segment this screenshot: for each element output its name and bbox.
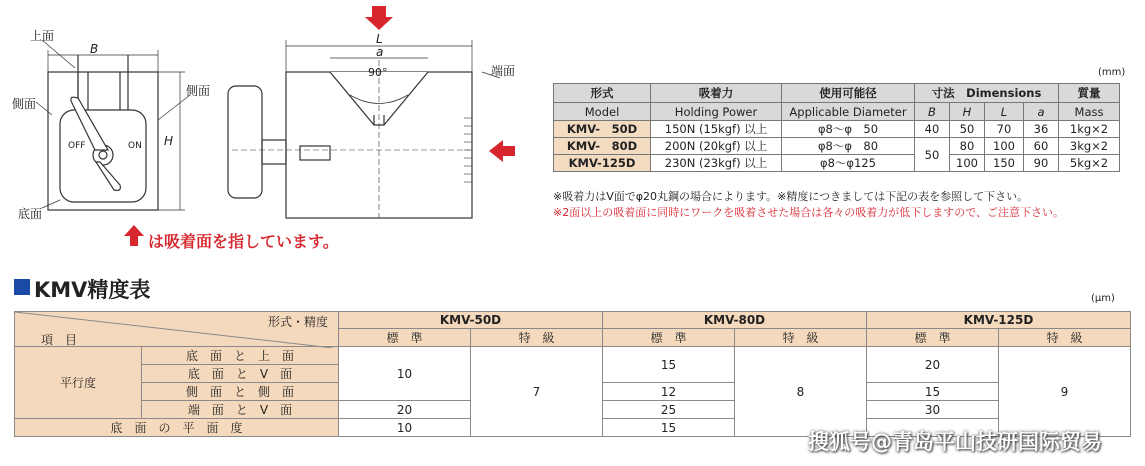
item-label: 端 面 と V 面 [142,401,339,419]
th-model-jp: 形式 [554,84,651,103]
th-model-en: Model [554,103,651,121]
table-row [15,347,1131,365]
cell-mass: 5kg×2 [1059,155,1120,172]
red-arrow-icon [124,225,144,246]
val-80-std-end: 25 [603,401,735,419]
cell-model: KMV- 80D [554,138,651,155]
cell-h: 80 [950,138,985,155]
val-80-special: 8 [735,347,867,437]
suction-face-note: は吸着面を指しています。 [148,232,339,251]
cell-h: 50 [950,121,985,138]
th-dim-l: L [985,103,1024,121]
dim-l: L [376,32,383,46]
spec-header-row-en [554,103,1120,121]
val-80-std-flat: 15 [603,419,735,437]
val-125-std-a: 20 [867,347,999,383]
dim-a: a [376,45,384,59]
cell-diameter: φ8～φ 50 [782,121,915,138]
th-std: 標 準 [339,329,471,347]
th-dim-a: a [1024,103,1059,121]
th-mass-en: Mass [1059,103,1120,121]
th-diameter-jp: 使用可能径 [782,84,915,103]
label-top-face: 上面 [30,29,55,43]
th-special: 特 級 [471,329,603,347]
val-125-std-side: 15 [867,383,999,401]
val-50-std-flat: 10 [339,419,471,437]
red-arrow-icon [489,140,515,162]
item-label: 底 面 と 上 面 [142,347,339,365]
th-dim-b: B [915,103,950,121]
cell-diameter: φ8～φ 80 [782,138,915,155]
accuracy-title: KMV精度表 [34,278,151,302]
front-view [36,40,190,210]
label-off: OFF [68,141,86,151]
cell-a: 90 [1024,155,1059,172]
cell-a: 60 [1024,138,1059,155]
cell-model: KMV- 50D [554,121,651,138]
cell-h: 100 [950,155,985,172]
item-label: 底 面 と V 面 [142,365,339,383]
spec-header-row-jp [554,84,1120,103]
val-50-special: 7 [471,347,603,437]
th-special: 特 級 [999,329,1131,347]
spec-table [553,83,1120,172]
label-side-face-left: 側面 [12,97,37,111]
header-type-label: 形式・精度 [267,315,328,329]
label-bottom-face: 底面 [18,207,43,221]
acc-header-row [15,312,1131,329]
th-special: 特 級 [735,329,867,347]
spec-note-2: ※2面以上の吸着面に同時にワークを吸着させた場合は各々の吸着力が低下しますので、ご注意下さい。 [553,206,1064,219]
val-80-std-side: 12 [603,383,735,401]
side-view [228,40,500,218]
cell-model: KMV-125D [554,155,651,172]
th-kmv-50d: KMV-50D [339,312,603,329]
section-bullet-icon [14,279,30,295]
cell-mass: 1kg×2 [1059,121,1120,138]
th-power-en: Holding Power [651,103,782,121]
cell-power: 200N (20kgf) 以上 [651,138,782,155]
th-mass-jp: 質量 [1059,84,1120,103]
th-dimensions: 寸法 Dimensions [915,84,1059,103]
cell-diameter: φ8～φ125 [782,155,915,172]
cell-l: 70 [985,121,1024,138]
th-diameter-en: Applicable Diameter [782,103,915,121]
cell-mass: 3kg×2 [1059,138,1120,155]
label-end-face: 端面 [491,64,516,78]
th-power-jp: 吸着力 [651,84,782,103]
val-125-special: 9 [999,347,1131,437]
item-label: 側 面 と 側 面 [142,383,339,401]
label-side-face-right: 側面 [186,84,211,98]
cell-b: 40 [915,121,950,138]
red-arrow-icon [365,6,393,30]
header-item-label: 項 目 [41,333,78,347]
val-80-std-a: 15 [603,347,735,383]
cell-a: 36 [1024,121,1059,138]
th-kmv-80d: KMV-80D [603,312,867,329]
spec-unit: (mm) [1098,67,1126,78]
table-row [554,121,1120,138]
accuracy-unit: (μm) [1091,293,1115,304]
spec-note-1: ※吸着力はV面でφ20丸鋼の場合によります。※精度につきましては下記の表を参照して下さい。 [553,190,1029,203]
th-std: 標 準 [867,329,999,347]
cell-power: 230N (23kgf) 以上 [651,155,782,172]
watermark: 搜狐号@青岛平山技研国际贸易 [808,430,1102,454]
val-125-std-end: 30 [867,401,999,419]
cell-b: 50 [915,138,950,172]
cell-power: 150N (15kgf) 以上 [651,121,782,138]
angle-label: 90° [368,66,388,79]
dim-b: B [90,42,99,56]
table-row [554,155,1120,172]
item-flatness: 底 面 の 平 面 度 [15,419,339,437]
vblock-diagram [0,0,545,260]
accuracy-table [14,311,1131,437]
th-dim-h: H [950,103,985,121]
val-50-std-b: 20 [339,401,471,419]
val-50-std-a: 10 [339,347,471,401]
table-row [554,138,1120,155]
group-parallelism: 平行度 [15,347,142,419]
header-corner [15,312,339,347]
dim-h: H [164,134,174,148]
cell-l: 150 [985,155,1024,172]
th-kmv-125d: KMV-125D [867,312,1131,329]
cell-l: 100 [985,138,1024,155]
label-on: ON [128,141,142,151]
th-std: 標 準 [603,329,735,347]
